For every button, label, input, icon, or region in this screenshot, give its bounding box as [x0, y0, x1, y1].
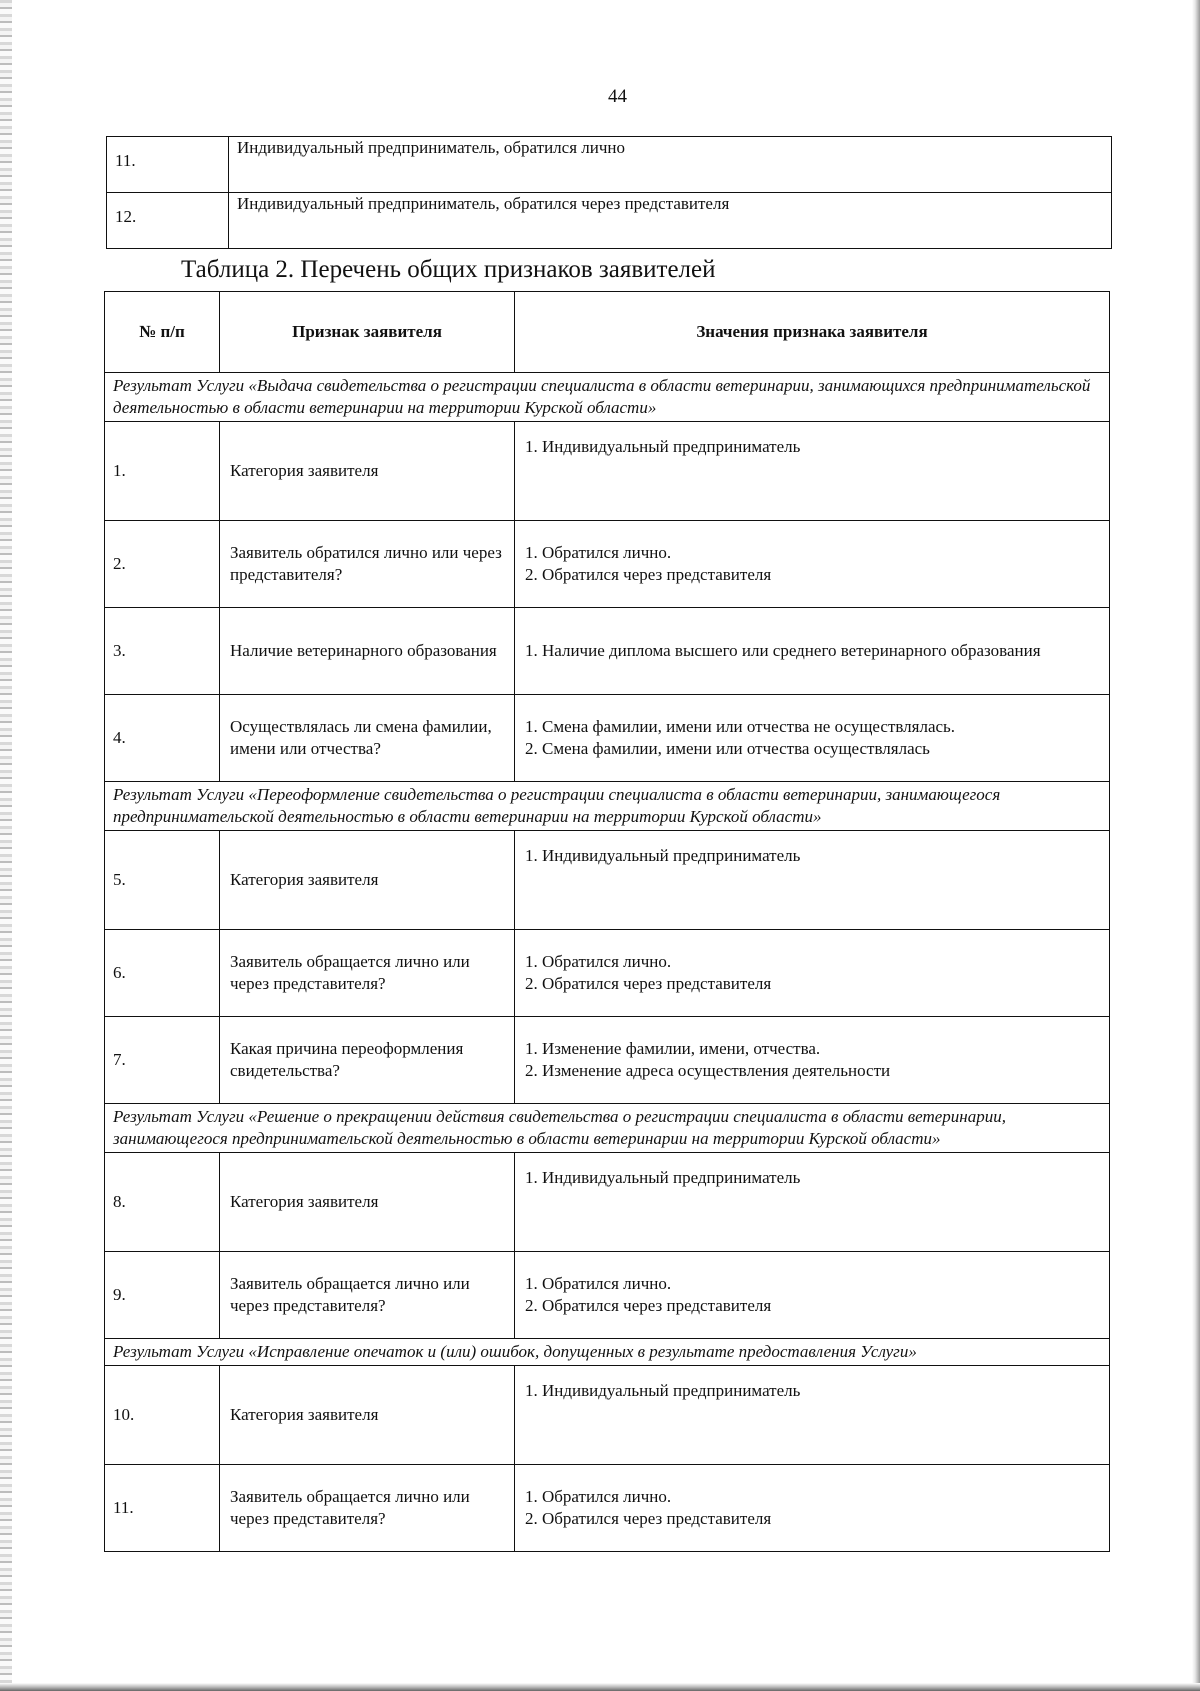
sign-values — [515, 831, 1110, 930]
sign-value-item: 1. Изменение фамилии, имени, отчества. — [525, 1039, 821, 1058]
applicant-signs-table — [104, 291, 1110, 1552]
header-sign: Признак заявителя — [220, 292, 515, 373]
sign-value-item: 1. Наличие диплома высшего или среднего ветеринарного образования — [525, 641, 1041, 660]
page-number: 44 — [608, 86, 627, 107]
table-row — [105, 422, 1110, 521]
table-row — [107, 137, 1112, 193]
row-number: 3. — [105, 608, 220, 695]
applicant-sign: Заявитель обращается лично или через представителя? — [220, 1465, 515, 1552]
applicant-sign: Категория заявителя — [220, 1366, 515, 1465]
row-number: 7. — [105, 1017, 220, 1104]
applicant-sign: Какая причина переоформления свидетельства? — [220, 1017, 515, 1104]
sign-value-item: 2. Обратился через представителя — [525, 1296, 772, 1315]
sign-value-item: 1. Обратился лично. — [525, 543, 672, 562]
sign-values — [515, 1017, 1110, 1104]
sign-values — [515, 422, 1110, 521]
sign-values — [515, 1153, 1110, 1252]
top-table — [106, 136, 1112, 249]
table-row — [105, 930, 1110, 1017]
section-row — [105, 1339, 1110, 1366]
sign-values — [515, 695, 1110, 782]
sign-values — [515, 1465, 1110, 1552]
row-text: Индивидуальный предприниматель, обратился лично — [229, 137, 1112, 193]
sign-value-item: 1. Индивидуальный предприниматель — [525, 1381, 801, 1400]
sign-value-item: 2. Изменение адреса осуществления деятельности — [525, 1061, 891, 1080]
section-heading: Результат Услуги «Решение о прекращении действия свидетельства о регистрации специалиста в области ветеринарии, занимающегося предпринимательской деятельностью в области ветеринарии на территории Курской области» — [105, 1104, 1110, 1153]
sign-values — [515, 930, 1110, 1017]
sign-value-item: 2. Обратился через представителя — [525, 565, 772, 584]
table-row — [105, 831, 1110, 930]
table-row — [105, 608, 1110, 695]
row-number: 5. — [105, 831, 220, 930]
row-number: 2. — [105, 521, 220, 608]
row-number: 6. — [105, 930, 220, 1017]
row-number: 10. — [105, 1366, 220, 1465]
applicant-sign: Категория заявителя — [220, 422, 515, 521]
section-row — [105, 1104, 1110, 1153]
sign-values — [515, 1366, 1110, 1465]
row-number: 4. — [105, 695, 220, 782]
section-heading: Результат Услуги «Выдача свидетельства о регистрации специалиста в области ветеринарии, занимающихся предпринимательской деятельностью в области ветеринарии на территории Курской области» — [105, 373, 1110, 422]
sign-value-item: 1. Индивидуальный предприниматель — [525, 1168, 801, 1187]
applicant-sign: Заявитель обратился лично или через представителя? — [220, 521, 515, 608]
scan-edge-bottom — [0, 1683, 1200, 1691]
table-row — [105, 695, 1110, 782]
header-num: № п/п — [105, 292, 220, 373]
sign-value-item: 1. Обратился лично. — [525, 1487, 672, 1506]
table-row — [105, 1366, 1110, 1465]
scan-edge-right — [1192, 0, 1200, 1691]
table-row — [105, 1465, 1110, 1552]
row-number: 1. — [105, 422, 220, 521]
sign-value-item: 1. Обратился лично. — [525, 952, 672, 971]
sign-value-item: 1. Индивидуальный предприниматель — [525, 846, 801, 865]
applicant-sign: Осуществлялась ли смена фамилии, имени или отчества? — [220, 695, 515, 782]
sign-value-item: 1. Индивидуальный предприниматель — [525, 437, 801, 456]
row-number: 9. — [105, 1252, 220, 1339]
section-row — [105, 782, 1110, 831]
applicant-sign: Категория заявителя — [220, 1153, 515, 1252]
table-title: Таблица 2. Перечень общих признаков заявителей — [181, 256, 716, 283]
sign-values — [515, 608, 1110, 695]
applicant-sign: Заявитель обращается лично или через представителя? — [220, 1252, 515, 1339]
row-number: 8. — [105, 1153, 220, 1252]
table-row — [107, 193, 1112, 249]
sign-values — [515, 1252, 1110, 1339]
sign-value-item: 1. Обратился лично. — [525, 1274, 672, 1293]
scan-edge-left — [0, 0, 12, 1691]
sign-value-item: 2. Обратился через представителя — [525, 1509, 772, 1528]
sign-values — [515, 521, 1110, 608]
row-text: Индивидуальный предприниматель, обратился через представителя — [229, 193, 1112, 249]
sign-value-item: 1. Смена фамилии, имени или отчества не осуществлялась. — [525, 717, 956, 736]
table-row — [105, 1153, 1110, 1252]
table-header-row — [105, 292, 1110, 373]
sign-value-item: 2. Обратился через представителя — [525, 974, 772, 993]
table-row — [105, 1017, 1110, 1104]
row-number: 11. — [107, 137, 229, 193]
section-heading: Результат Услуги «Переоформление свидетельства о регистрации специалиста в области ветеринарии, занимающегося предпринимательской деятельностью в области ветеринарии на территории Курской области» — [105, 782, 1110, 831]
section-heading: Результат Услуги «Исправление опечаток и (или) ошибок, допущенных в результате предоставления Услуги» — [105, 1339, 1110, 1366]
header-values: Значения признака заявителя — [515, 292, 1110, 373]
applicant-sign: Наличие ветеринарного образования — [220, 608, 515, 695]
sign-value-item: 2. Смена фамилии, имени или отчества осуществлялась — [525, 739, 930, 758]
section-row — [105, 373, 1110, 422]
row-number: 12. — [107, 193, 229, 249]
applicant-sign: Заявитель обращается лично или через представителя? — [220, 930, 515, 1017]
row-number: 11. — [105, 1465, 220, 1552]
table-row — [105, 521, 1110, 608]
applicant-sign: Категория заявителя — [220, 831, 515, 930]
table-row — [105, 1252, 1110, 1339]
